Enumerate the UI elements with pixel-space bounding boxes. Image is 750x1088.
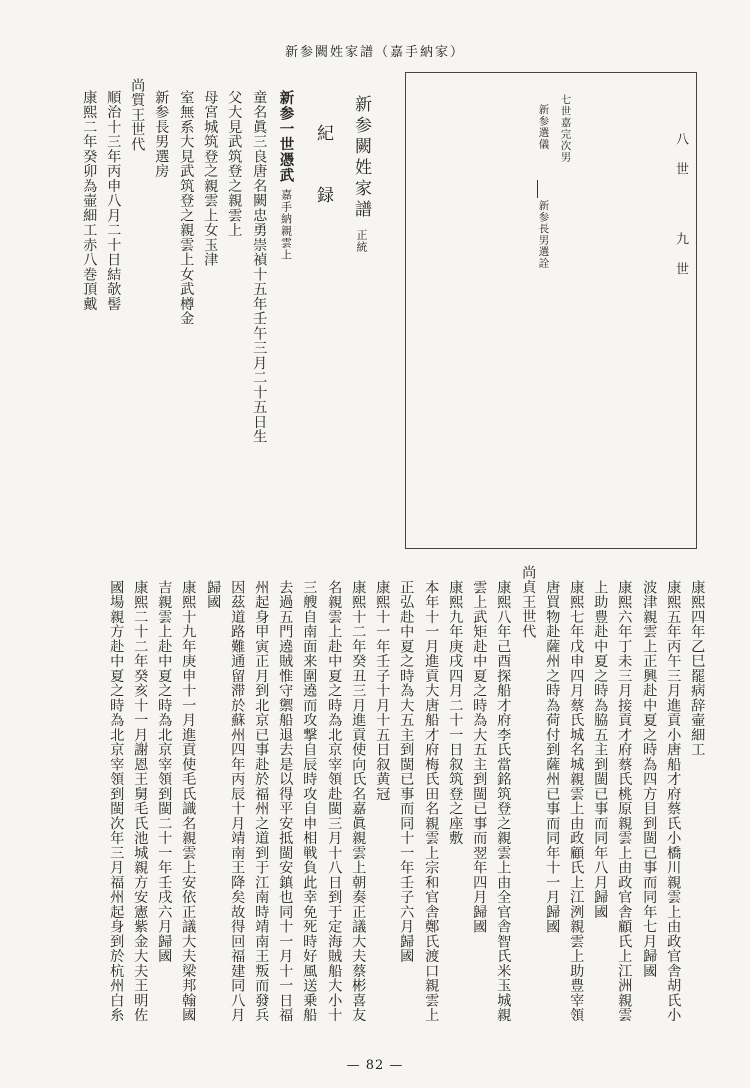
- section-heading: 紀 録: [313, 124, 333, 217]
- record-line: 上助豊赴中夏之時為脇五主到閩已事而同年八月歸國: [592, 580, 609, 920]
- record-line: 康熙十二年癸丑三月進貢使向氏名嘉眞親雲上朝奏正議大夫蔡彬喜友: [350, 580, 367, 1023]
- record-line: 正弘赴中夏之時為大五主到閩已事而同十一年壬子六月歸國: [398, 580, 415, 964]
- record-line: 吉親雲上赴中夏之時為北京宰領到閩二十一年壬戌六月歸國: [156, 580, 173, 964]
- title-suffix: 正統: [355, 229, 368, 253]
- generation-9-label: 九 世: [673, 232, 688, 277]
- reign-heading: 尚貞王世代: [520, 565, 537, 639]
- record-line: 因茲道路難通留滞於蘇州四年丙辰十月靖南王降矣故得回福建同八月: [229, 580, 246, 1023]
- record-line: 童名眞三良唐名闕忠勇崇禎十五年壬午三月二十五日生: [251, 90, 268, 444]
- gen7-ancestor-name: 七世嘉完次男: [559, 94, 572, 163]
- record-line: 波津親雲上正興赴中夏之時為四方目到閩已事而同年七月歸國: [641, 580, 658, 979]
- record-line: 州起身甲寅正月到北京已事赴於福州之道到于江南時靖南王叛而發兵: [253, 580, 270, 1023]
- record-line: 本年十一月進貢大唐船才府梅氏田名親雲上宗和官舎鄭氏渡口親雲上: [423, 580, 440, 1023]
- record-line: 康熙二十二年癸亥十一月謝恩王舅毛氏池城親方安憲紫金大夫王明佐: [132, 580, 149, 1023]
- record-line: 康熙五年丙午三月進貢小唐船才府蔡氏小橋川親雲上由政官舎胡氏小: [665, 580, 682, 1023]
- genealogy-chart: [405, 72, 697, 549]
- page-number: — 82 —: [346, 1058, 404, 1073]
- record-line: 室無系大見武筑登之親雲上女武樽金: [178, 90, 195, 326]
- record-line: 去過五門遶賊惟守禦船退去是以得平安抵閩安鎮也同十一月十一日福: [277, 580, 294, 1023]
- record-line: 歸國: [205, 580, 222, 610]
- record-line: 唐買物赴薩州之時為荷付到薩州已事而同年十一月歸國: [544, 580, 561, 934]
- record-line: 新参長男選房: [153, 90, 170, 179]
- record-line: 康熙九年庚戌四月二十一日叙筑登之座敷: [447, 580, 464, 846]
- record-line: 康熙十一年壬子十月十五日叙黄冠: [374, 580, 391, 802]
- page-header: 新参闕姓家譜（嘉手納家）: [284, 45, 465, 60]
- record-line: 父大見武筑登之親雲上: [226, 90, 243, 238]
- gen9-member-name: 新参長男選詮: [537, 200, 550, 269]
- record-line: 三艘自南面来圍遶而攻撃自辰時攻自申相戦負此幸免死時好風送乗船: [301, 580, 318, 1023]
- record-line: 名親雲上赴中夏之時為北京宰領赴閩三月十八日到于定海賊船大小十: [326, 580, 343, 1023]
- gen8-member-name: 新参選儀: [537, 104, 550, 150]
- person-heading: [278, 90, 293, 261]
- record-line: 雲上武矩赴中夏之時為大五主到閩已事而翌年四月歸國: [471, 580, 488, 934]
- record-line: 康熙二年癸卯為壷細工赤八巻頂戴: [81, 90, 98, 312]
- record-line: 康熙六年丁未三月接貢才府蔡氏桃原親雲上由政官舎顧氏上江洲親雲: [616, 580, 633, 1023]
- document-title: [352, 95, 369, 253]
- generation-8-label: 八 世: [673, 132, 688, 177]
- record-line: 國場親方赴中夏之時為北京宰領到閩次年三月福州起身到於杭州白糸: [108, 580, 125, 1023]
- record-line: 康熙七年戊申四月蔡氏城名城親雲上由政顧氏上江洌親雲上助豊宰領: [568, 580, 585, 1023]
- record-line: 康熙八年己酉探船才府李氏當銘筑登之親雲上由全官舎智氏米玉城親: [495, 580, 512, 1023]
- record-line: 母宮城筑登之親雲上女玉津: [202, 90, 219, 267]
- lineage-connector: [537, 180, 538, 198]
- record-line: 康熙十九年庚申十一月進貢使毛氏識名親雲上安依正議大夫梁邦翰國: [180, 580, 197, 1023]
- record-line: 康熙四年乙巳罷病辞壷細工: [689, 580, 706, 757]
- person-name: 新参一世憑武: [277, 90, 295, 183]
- record-line: 順治十三年丙申八月二十日結欹髻: [105, 90, 122, 312]
- person-note: 嘉手納親雲上: [279, 189, 293, 261]
- reign-heading: 尚質王世代: [129, 78, 146, 152]
- title-text: 新参闕姓家譜: [351, 95, 371, 221]
